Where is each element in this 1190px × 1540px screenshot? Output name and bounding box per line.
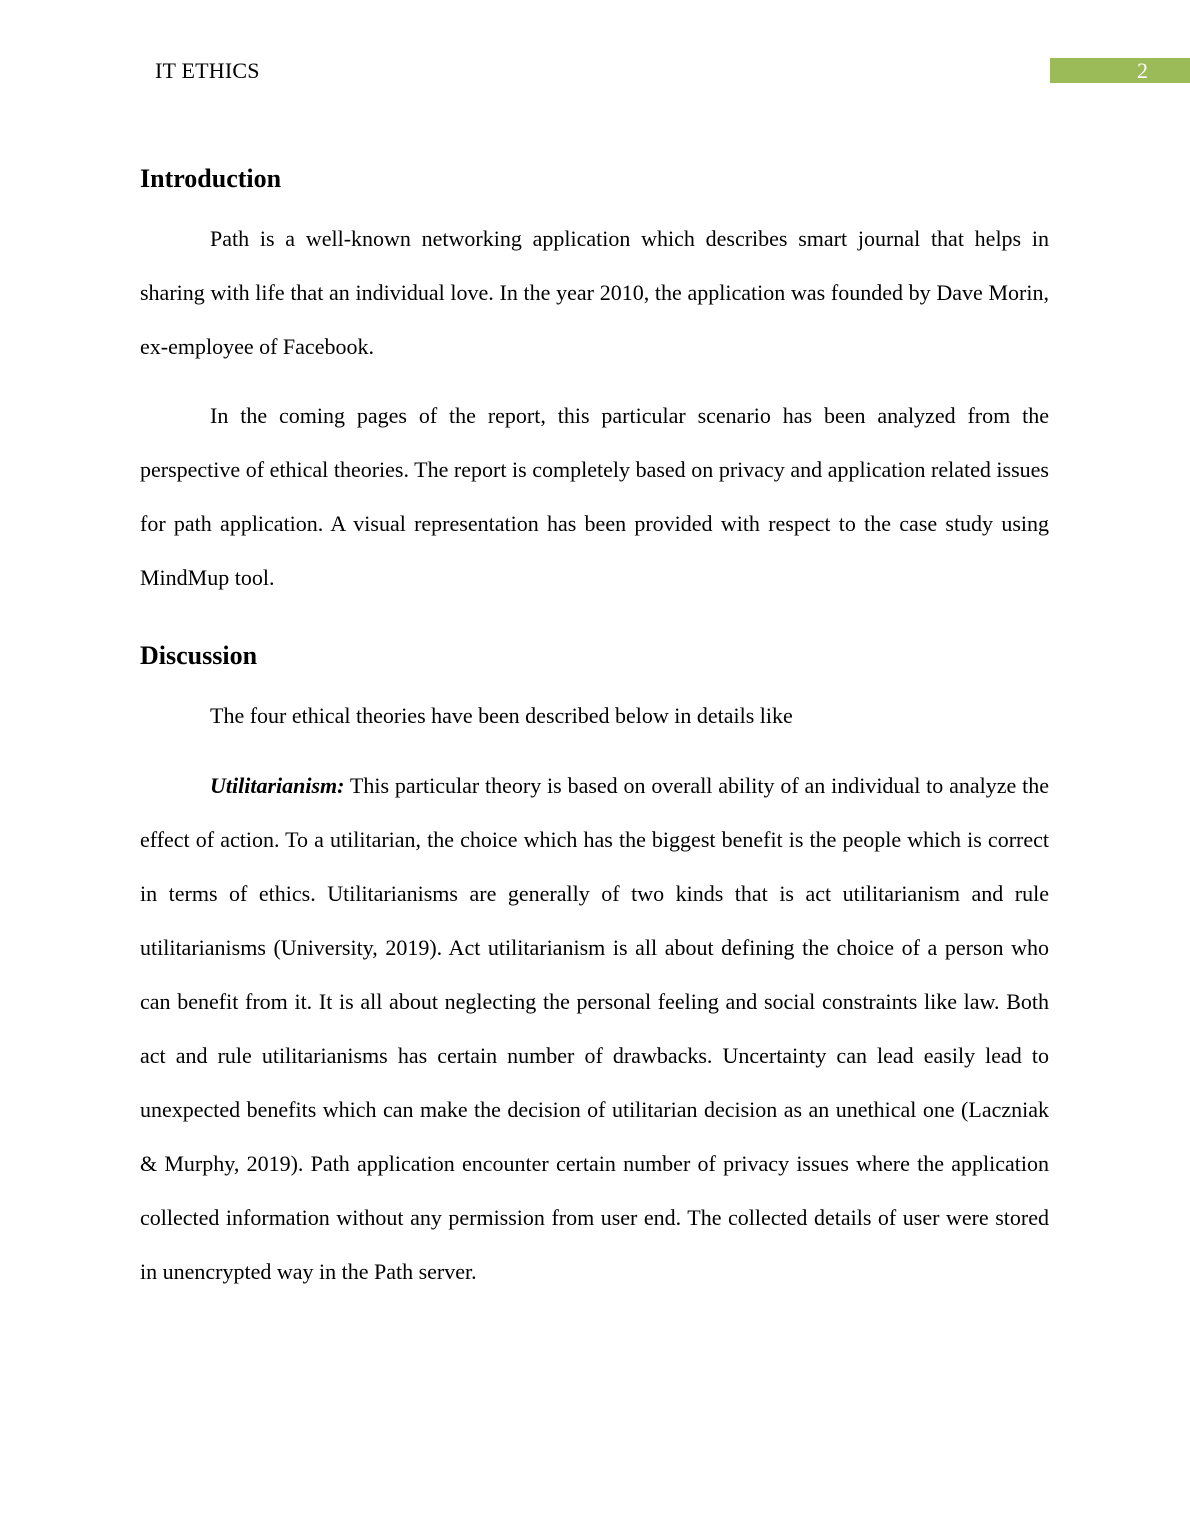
- introduction-heading: Introduction: [140, 164, 282, 193]
- utilitarianism-paragraph: [140, 759, 1049, 1299]
- utilitarianism-term: Utilitarianism:: [210, 773, 345, 798]
- discussion-paragraph-1: The four ethical theories have been described below in details like: [210, 703, 793, 728]
- utilitarianism-text: This particular theory is based on overall ability of an individual to analyze the effect of action. To a utilitarian, the choice which has the biggest benefit is the people which is correct in terms of ethics. Utilitarianisms are generally of two kinds that is act utilitarianism and rule utilitarianisms (University, 2019). Act utilitarianism is all about defining the choice of a person who can benefit from it. It is all about neglecting the personal feeling and social constraints like law. Both act and rule utilitarianisms has certain number of drawbacks. Uncertainty can lead easily lead to unexpected benefits which can make the decision of utilitarian decision as an unethical one (Laczniak & Murphy, 2019). Path application encounter certain number of privacy issues where the application collected information without any permission from user end. The collected details of user were stored in unencrypted way in the Path server.: [140, 773, 1049, 1284]
- page-number-badge: [1050, 58, 1190, 83]
- page-number: 2: [1137, 58, 1148, 83]
- running-head: IT ETHICS: [155, 58, 260, 83]
- introduction-paragraph-2: In the coming pages of the report, this particular scenario has been analyzed from the perspective of ethical theories. The report is completely based on privacy and application related issues for path application. A visual representation has been provided with respect to the case study using MindMup tool.: [140, 403, 1049, 590]
- introduction-paragraph-1: Path is a well-known networking application which describes smart journal that helps in sharing with life that an individual love. In the year 2010, the application was founded by Dave Morin, ex-employee of Facebook.: [140, 226, 1049, 359]
- discussion-heading: Discussion: [140, 641, 258, 670]
